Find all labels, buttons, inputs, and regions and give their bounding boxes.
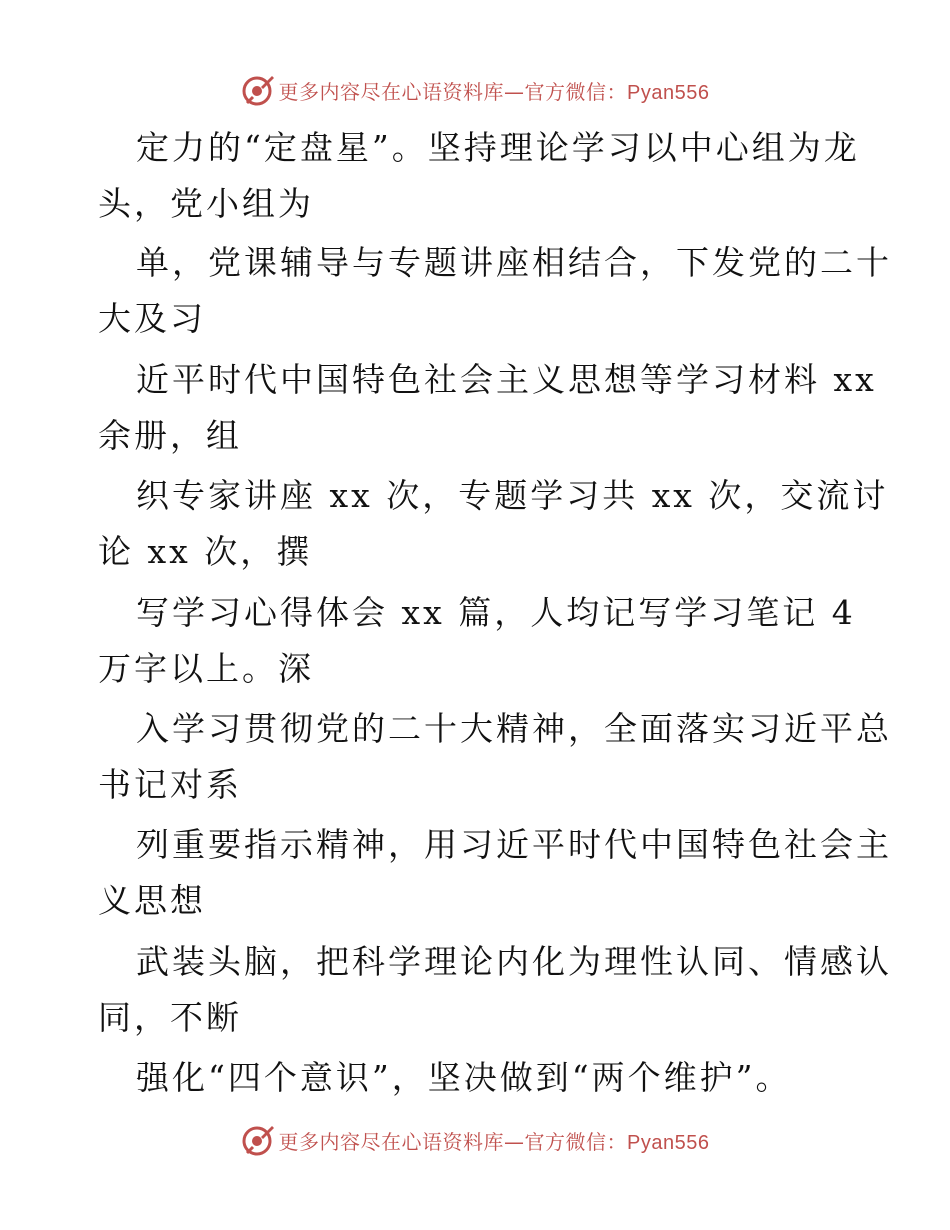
footer-watermark-text: 更多内容尽在心语资料库—官方微信：Pyan556 — [278, 1129, 710, 1154]
text-line: 书记对系 — [98, 765, 242, 804]
text-line: 列重要指示精神，用习近平时代中国特色社会主 — [136, 825, 892, 864]
text-line: 大及习 — [98, 299, 206, 338]
text-line: 强化“四个意识”，坚决做到“两个维护”。 — [136, 1058, 792, 1097]
text-line: 织专家讲座 xx 次，专题学习共 xx 次，交流讨 — [136, 476, 889, 515]
text-line: 余册，组 — [98, 416, 242, 455]
text-line: 万字以上。深 — [98, 649, 314, 688]
text-line: 入学习贯彻党的二十大精神，全面落实习近平总 — [136, 709, 892, 748]
text-line: 定力的“定盘星”。坚持理论学习以中心组为龙 — [136, 128, 860, 167]
text-line: 写学习心得体会 xx 篇，人均记写学习笔记 4 — [136, 593, 856, 632]
text-line: 义思想 — [98, 881, 206, 920]
text-line: 近平时代中国特色社会主义思想等学习材料 xx — [136, 360, 877, 399]
text-line: 武装头脑，把科学理论内化为理性认同、情感认 — [136, 942, 892, 981]
text-line: 同，不断 — [98, 998, 242, 1037]
text-line: 论 xx 次，撰 — [98, 532, 313, 571]
pen-logo-icon — [241, 1123, 275, 1157]
footer-watermark-banner — [0, 1120, 950, 1160]
text-line: 头，党小组为 — [98, 184, 314, 223]
pen-logo-icon — [241, 73, 275, 107]
text-line: 单，党课辅导与专题讲座相结合，下发党的二十 — [136, 243, 892, 282]
header-watermark-text: 更多内容尽在心语资料库—官方微信：Pyan556 — [278, 79, 710, 104]
header-watermark-banner — [0, 70, 950, 110]
